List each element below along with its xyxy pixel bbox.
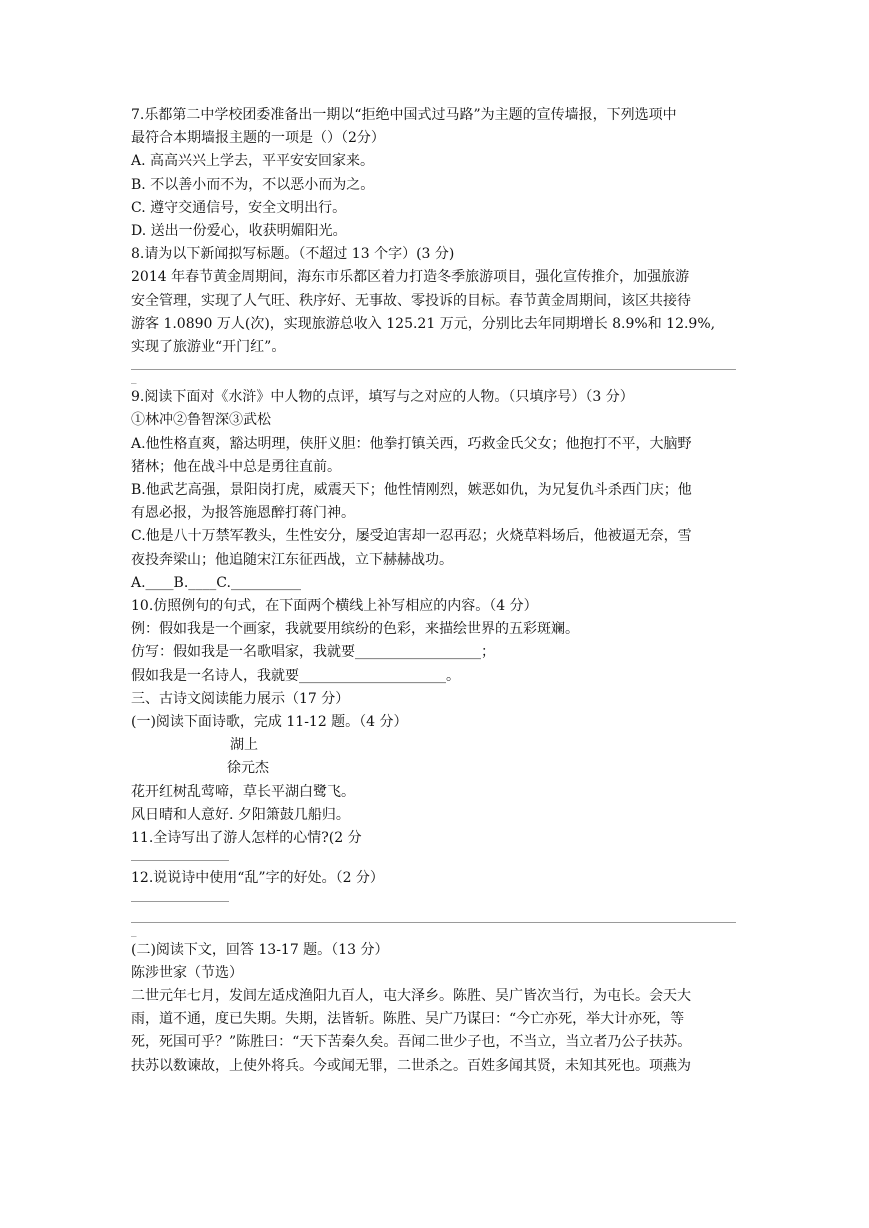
q8-news-line4: 实现了旅游业“开门红”。 (131, 339, 286, 356)
q9-item-b-line1: B.他武艺高强，景阳岗打虎，威震天下；他性情刚烈，嫉恶如仇，为兄复仇斗杀西门庆；他 (131, 482, 692, 499)
q7-stem-line2: 最符合本期墙报主题的一项是（）（2分） (131, 130, 385, 147)
poem-title: 湖上 (230, 737, 258, 754)
q10-stem: 10.仿照例句的句式，在下面两个横线上补写相应的内容。（4 分） (131, 598, 538, 615)
q10-fill-1: 仿写：假如我是一名歌唱家，我就要__________________； (131, 644, 495, 661)
poem-line-1: 花开红树乱莺啼，草长平湖白鹭飞。 (131, 783, 355, 800)
q7-option-c: C. 遵守交通信号，安全文明出行。 (131, 199, 347, 216)
q7-option-d: D. 送出一份爱心，收获明媚阳光。 (131, 223, 347, 240)
q9-answer-blanks: A.____B.____C.__________ (131, 574, 301, 591)
passage-line-2: 雨，道不通，度已失期。失期，法皆斩。陈胜、吴广乃谋曰：“今亡亦死，举大计亦死，等 (131, 1011, 685, 1028)
section-3 (131, 688, 741, 1078)
q11-stem: 11.全诗写出了游人怎样的心情?(2 分 (131, 830, 362, 847)
poem-line-2: 风日晴和人意好. 夕阳箫鼓几船归。 (131, 806, 350, 823)
q8-answer-tail: _ (131, 371, 137, 385)
poem-author: 徐元杰 (227, 760, 269, 777)
passage-line-3: 死，死国可乎？”陈胜曰：“天下苦秦久矣。吾闻二世少子也，不当立，当立者乃公子扶苏。 (131, 1034, 692, 1051)
exam-content (131, 104, 741, 1078)
q8-news-line3: 游客 1.0890 万人(次)，实现旅游总收入 125.21 万元，分别比去年同期增长 8.9%和 12.9%, (131, 315, 716, 332)
q12-stem: 12.说说诗中使用“乱”字的好处。（2 分） (131, 870, 384, 887)
q9-choices: ①林冲②鲁智深③武松 (131, 412, 271, 429)
q9-item-b-line2: 有恩必报，为报答施恩醉打蒋门神。 (131, 505, 355, 522)
passage-title: 陈涉世家（节选） (131, 964, 243, 981)
q9-stem: 9.阅读下面对《水浒》中人物的点评，填写与之对应的人物。（只填序号）（3 分） (131, 389, 634, 406)
section-answer-tail: _ (131, 923, 137, 937)
section-3-title: 三、古诗文阅读能力展示（17 分） (131, 690, 350, 707)
q9-item-c-line2: 夜投奔梁山；他追随宋江东征西战，立下赫赫战功。 (131, 551, 453, 568)
q7-option-a: A. 高高兴兴上学去，平平安安回家来。 (131, 153, 375, 170)
question-7 (131, 104, 741, 243)
q9-item-a-line2: 猪林；他在战斗中总是勇往直前。 (131, 458, 341, 475)
q10-example: 例：假如我是一个画家，我就要用缤纷的色彩，来描绘世界的五彩斑斓。 (131, 621, 579, 638)
q9-item-c-line1: C.他是八十万禁军教头，生性安分，屡受迫害却一忍再忍；火烧草料场后，他被逼无奈，雪 (131, 528, 692, 545)
question-10 (131, 595, 741, 688)
q8-news-line1: 2014 年春节黄金周期间，海东市乐都区着力打造冬季旅游项目，强化宣传推介，加强旅游 (131, 269, 690, 286)
q8-stem: 8.请为以下新闻拟写标题。（不超过 13 个字）(3 分) (131, 246, 455, 263)
q8-news-line2: 安全管理，实现了人气旺、秩序好、无事故、零投诉的目标。春节黄金周期间，该区共接待 (131, 292, 691, 309)
q10-fill-2: 假如我是一名诗人，我就要_____________________。 (131, 667, 460, 684)
part-2-stem: (二)阅读下文，回答 13-17 题。（13 分） (131, 941, 389, 958)
q9-item-a-line1: A.他性格直爽，豁达明理，侠肝义胆：他拳打镇关西，巧救金氏父女；他抱打不平，大脑野 (131, 435, 692, 452)
passage-line-4: 扶苏以数谏故，上使外将兵。今或闻无罪，二世杀之。百姓多闻其贤，未知其死也。项燕为 (131, 1057, 691, 1074)
q7-option-b: B. 不以善小而不为，不以恶小而为之。 (131, 176, 375, 193)
q7-stem-line1: 7.乐都第二中学校团委准备出一期以“拒绝中国式过马路”为主题的宣传墙报，下列选项中 (131, 107, 677, 123)
part-1-stem: (一)阅读下面诗歌，完成 11-12 题。（4 分） (131, 714, 408, 731)
question-8 (131, 243, 741, 386)
question-9 (131, 386, 741, 595)
passage-line-1: 二世元年七月，发闾左适戍渔阳九百人，屯大泽乡。陈胜、吴广皆次当行，为屯长。会天大 (131, 987, 691, 1004)
